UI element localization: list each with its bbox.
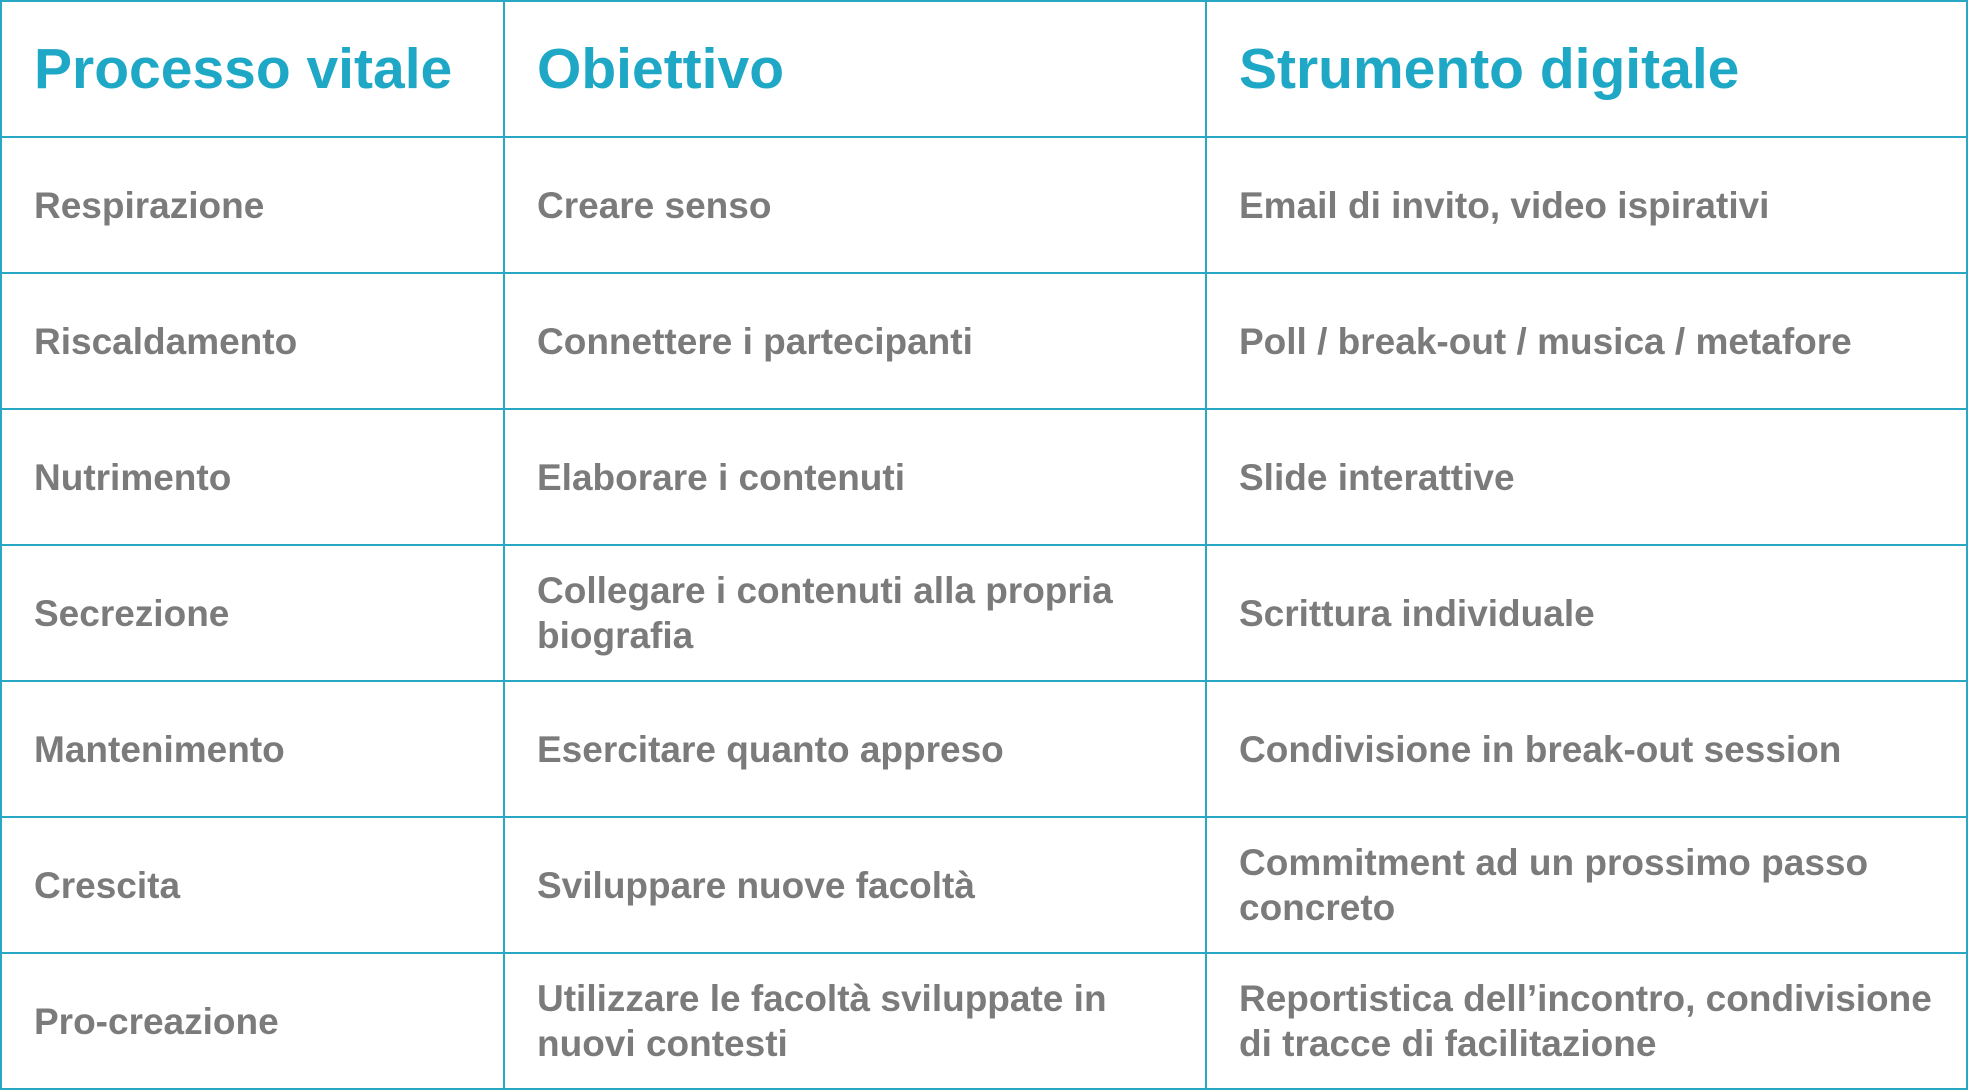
cell-objective: Sviluppare nuove facoltà [504, 817, 1206, 953]
table-header-row [1, 1, 1967, 137]
table-row [1, 681, 1967, 817]
cell-tool: Condivisione in break-out session [1206, 681, 1967, 817]
cell-tool: Poll / break-out / musica / metafore [1206, 273, 1967, 409]
table-row [1, 817, 1967, 953]
cell-process: Pro-creazione [1, 953, 504, 1089]
header-strumento-digitale: Strumento digitale [1206, 1, 1967, 137]
cell-tool: Email di invito, video ispirativi [1206, 137, 1967, 273]
table-row [1, 273, 1967, 409]
cell-objective: Utilizzare le facoltà sviluppate in nuovi contesti [504, 953, 1206, 1089]
cell-tool: Slide interattive [1206, 409, 1967, 545]
header-obiettivo: Obiettivo [504, 1, 1206, 137]
cell-objective: Elaborare i contenuti [504, 409, 1206, 545]
cell-tool: Reportistica dell’incontro, condivisione di tracce di facilitazione [1206, 953, 1967, 1089]
cell-process: Nutrimento [1, 409, 504, 545]
cell-process: Crescita [1, 817, 504, 953]
cell-objective: Creare senso [504, 137, 1206, 273]
cell-tool: Scrittura individuale [1206, 545, 1967, 681]
cell-process: Respirazione [1, 137, 504, 273]
cell-process: Riscaldamento [1, 273, 504, 409]
cell-objective: Esercitare quanto appreso [504, 681, 1206, 817]
cell-tool: Commitment ad un prossimo passo concreto [1206, 817, 1967, 953]
table-row [1, 953, 1967, 1089]
cell-objective: Connettere i partecipanti [504, 273, 1206, 409]
cell-process: Mantenimento [1, 681, 504, 817]
cell-process: Secrezione [1, 545, 504, 681]
cell-objective: Collegare i contenuti alla propria biografia [504, 545, 1206, 681]
table-row [1, 409, 1967, 545]
table-row [1, 545, 1967, 681]
header-processo-vitale: Processo vitale [1, 1, 504, 137]
table-row [1, 137, 1967, 273]
